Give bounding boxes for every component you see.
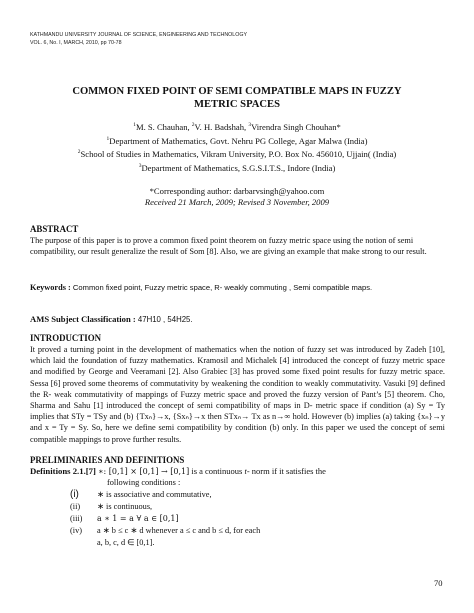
author-1: M. S. Chauhan,: [135, 122, 192, 132]
affiliation-3: [30, 162, 444, 176]
keywords-text: Common fixed point, Fuzzy metric space, R- weakly commuting , Semi compatible maps.: [70, 283, 373, 292]
condition-text: ∗ is continuous,: [97, 502, 153, 511]
author-3-sup: 3: [248, 122, 252, 129]
author-2: V. H. Badshah,: [194, 122, 249, 132]
affiliation-1-sup: 1: [106, 135, 110, 142]
introduction-text: It proved a turning point in the development of mathematics when the notion of fuzzy set was introduced by Zadeh [10], which laid the foundation of fuzzy mathematics. Kramosil and Michalek [4] introduced the concept of fuzzy metric space and modified by George and Veeramani [2]. Also Grabiec [3] has proved some fixed point results for fuzzy metric space. Sessa [6] proved some theorems of commutativity by weakening the condition to weakly commutativity. Vasuki [9] defined the R- weak commutativity of mappings of Fuzzy metric space and proved the fuzzy version of Pant’s [5] theorem. Cho, Sharma and Sahu [1] introduced the concept of semi compatibility of maps in D- metric space if condition (a) Sy = Ty implies that STy = TSy and (b) {Txₙ}→x, {Sxₙ}→x then STxₙ→ Tx as n→∞ hold. However (b) implies (a) taking {xₙ}→y and x = Ty = Sy. So, here we define semi compatibility by condition (b) only. In this paper we used the concept of semi compatible mappings to prove further results.: [30, 345, 445, 444]
affiliation-1-text: Department of Mathematics, Govt. Nehru PG College, Agar Malwa (India): [109, 135, 368, 146]
affiliation-2-text: School of Studies in Mathematics, Vikram University, P.O. Box No. 456010, Ujjain( (India): [80, 149, 397, 160]
condition-item: [70, 513, 260, 525]
author-block: [30, 121, 444, 176]
author-1-sup: 1: [133, 122, 136, 129]
preliminaries-heading: PRELIMINARIES AND DEFINITIONS: [30, 455, 185, 465]
condition-item: [70, 501, 260, 513]
condition-number: (i): [70, 489, 79, 500]
author-names: [30, 121, 444, 135]
definition-conditions-lead: following conditions :: [107, 478, 181, 487]
definition-tnorm: t: [244, 466, 247, 476]
condition-continuation: a, b, c, d ∈ [0,1].: [97, 538, 155, 547]
condition-number: (iv): [70, 526, 82, 535]
condition-number: (iii): [70, 514, 83, 523]
condition-item: [70, 525, 260, 537]
condition-text: a ∗ 1 = a ∀ a ∈ [0,1]: [97, 514, 179, 523]
page-number: 70: [434, 578, 443, 588]
paper-title: [40, 85, 434, 111]
definition-math: ∗: [0,1] × [0,1] → [0,1]: [98, 467, 190, 476]
condition-number: (ii): [70, 502, 81, 511]
correspondence-block: [30, 186, 444, 208]
journal-header: [30, 31, 247, 47]
journal-issue: VOL. 6, No. I, MARCH, 2010, pp 70-78: [30, 40, 122, 46]
definition-text: is a continuous: [189, 466, 245, 476]
ams-classification: [30, 314, 193, 324]
ams-text: 47H10 , 54H25.: [135, 315, 193, 324]
title-line-2: METRIC SPACES: [193, 99, 281, 110]
affiliation-1: [30, 135, 444, 149]
keywords-label: Keywords :: [30, 283, 71, 292]
condition-item: [70, 489, 260, 501]
affiliation-2-sup: 2: [77, 149, 81, 156]
keywords: [30, 282, 445, 293]
definition-label: Definitions 2.1.[7]: [30, 466, 99, 476]
corresponding-author: *Corresponding author: darbarvsingh@yahoo.com: [149, 186, 325, 196]
title-line-1: COMMON FIXED POINT OF SEMI COMPATIBLE MAPS IN FUZZY: [72, 86, 402, 97]
received-dates: Received 21 March, 2009; Revised 3 November, 2009: [144, 197, 330, 207]
condition-text: a ∗ b ≤ c ∗ d whenever a ≤ c and b ≤ d, for each: [97, 526, 261, 535]
author-3: Virendra Singh Chouhan*: [251, 122, 341, 132]
definition-2-1: [30, 466, 326, 477]
condition-text: ∗ is associative and commutative,: [97, 490, 212, 499]
journal-name: KATHMANDU UNIVERSITY JOURNAL OF SCIENCE, ENGINEERING AND TECHNOLOGY: [30, 32, 248, 38]
affiliation-2: [30, 148, 444, 162]
affiliation-3-sup: 3: [138, 163, 142, 170]
abstract-heading: ABSTRACT: [30, 224, 79, 234]
affiliation-3-text: Department of Mathematics, S.G.S.I.T.S., Indore (India): [141, 163, 336, 174]
ams-label: AMS Subject Classification :: [30, 314, 136, 324]
abstract-text: The purpose of this paper is to prove a common fixed point theorem on fuzzy metric space using the notion of semi compatibility, our result generalize the result of Som [8]. Also, we are giving an example that make strong to our result.: [30, 236, 427, 257]
condition-list: [70, 489, 260, 549]
author-2-sup: 2: [191, 122, 195, 129]
definition-text-2: - norm if it satisfies the: [246, 466, 326, 476]
introduction-heading: INTRODUCTION: [30, 333, 102, 343]
